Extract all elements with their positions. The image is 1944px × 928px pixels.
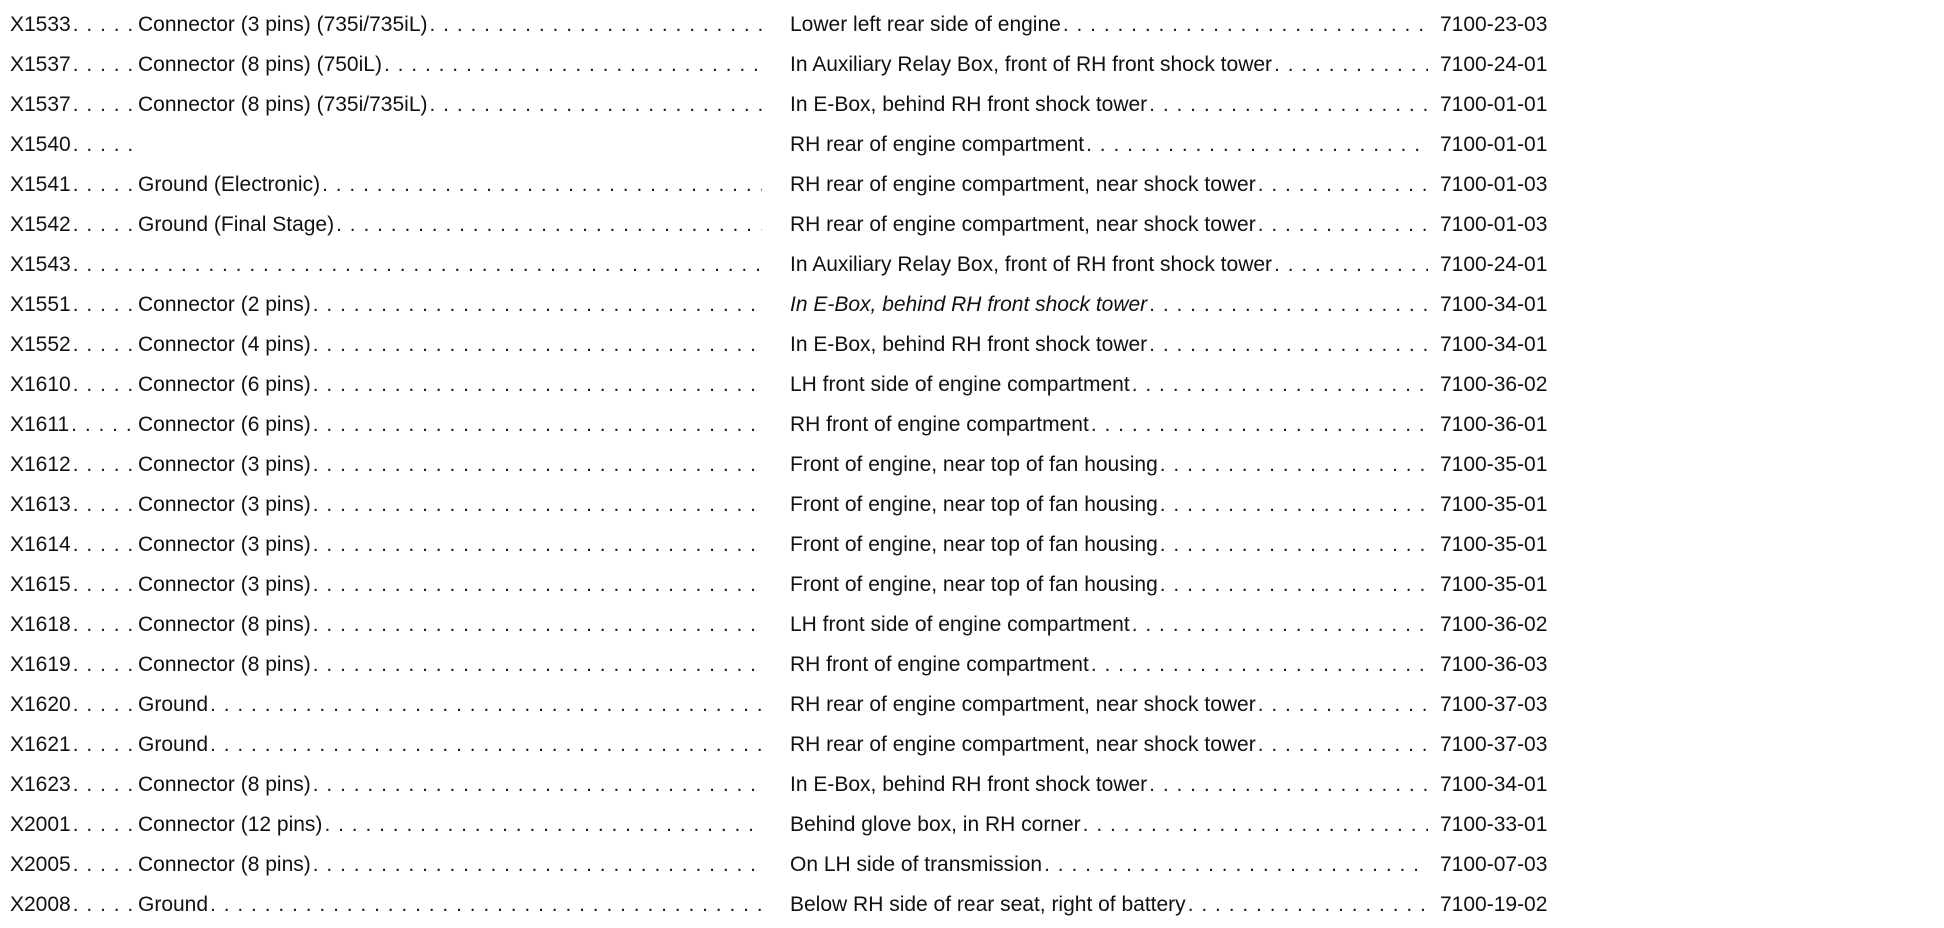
connector-location: LH front side of engine compartment bbox=[790, 373, 1130, 396]
dot-leader bbox=[73, 885, 138, 925]
diagram-reference: 7100-36-02 bbox=[1440, 373, 1548, 396]
connector-description: Ground bbox=[138, 893, 209, 916]
connector-description: Connector (8 pins) bbox=[138, 773, 311, 796]
dot-leader bbox=[313, 765, 762, 805]
diagram-reference: 7100-33-01 bbox=[1440, 813, 1548, 836]
dot-leader bbox=[1274, 245, 1428, 285]
connector-id: X1614 bbox=[10, 533, 71, 556]
connector-location: In E-Box, behind RH front shock tower bbox=[790, 333, 1148, 356]
dot-leader bbox=[313, 605, 762, 645]
diagram-reference: 7100-35-01 bbox=[1440, 493, 1548, 516]
diagram-reference: 7100-01-01 bbox=[1440, 133, 1548, 156]
connector-location: LH front side of engine compartment bbox=[790, 613, 1130, 636]
dot-leader bbox=[324, 805, 762, 845]
diagram-reference: 7100-34-01 bbox=[1440, 773, 1548, 796]
dot-leader bbox=[1258, 165, 1428, 205]
table-row bbox=[0, 325, 1944, 365]
dot-leader bbox=[430, 85, 763, 125]
dot-leader bbox=[313, 485, 762, 525]
dot-leader bbox=[1149, 285, 1428, 325]
dot-leader bbox=[73, 845, 138, 885]
connector-description: Connector (3 pins) bbox=[138, 493, 311, 516]
dot-leader bbox=[73, 365, 138, 405]
connector-location: Behind glove box, in RH corner bbox=[790, 813, 1081, 836]
connector-description: Connector (8 pins) bbox=[138, 653, 311, 676]
connector-id: X1619 bbox=[10, 653, 71, 676]
connector-description: Connector (8 pins) (735i/735iL) bbox=[138, 93, 428, 116]
dot-leader bbox=[1258, 205, 1428, 245]
connector-location: Front of engine, near top of fan housing bbox=[790, 533, 1158, 556]
dot-leader bbox=[313, 645, 762, 685]
connector-id: X1542 bbox=[10, 213, 71, 236]
connector-id: X1623 bbox=[10, 773, 71, 796]
table-row bbox=[0, 885, 1944, 925]
connector-description: Connector (8 pins) (750iL) bbox=[138, 53, 382, 76]
table-row bbox=[0, 245, 1944, 285]
dot-leader bbox=[1132, 365, 1428, 405]
dot-leader bbox=[384, 45, 762, 85]
connector-id: X1541 bbox=[10, 173, 71, 196]
diagram-reference: 7100-35-01 bbox=[1440, 533, 1548, 556]
dot-leader bbox=[313, 325, 762, 365]
table-row bbox=[0, 205, 1944, 245]
dot-leader bbox=[73, 45, 138, 85]
dot-leader bbox=[73, 445, 138, 485]
table-row bbox=[0, 525, 1944, 565]
connector-id: X1613 bbox=[10, 493, 71, 516]
dot-leader bbox=[1149, 765, 1428, 805]
connector-location: RH rear of engine compartment, near shock tower bbox=[790, 213, 1256, 236]
connector-location: Front of engine, near top of fan housing bbox=[790, 453, 1158, 476]
dot-leader bbox=[1091, 645, 1428, 685]
dot-leader bbox=[210, 685, 762, 725]
table-row bbox=[0, 5, 1944, 45]
dot-leader bbox=[313, 445, 762, 485]
connector-location: Below RH side of rear seat, right of battery bbox=[790, 893, 1186, 916]
dot-leader bbox=[1044, 845, 1428, 885]
dot-leader bbox=[73, 205, 138, 245]
connector-description: Connector (3 pins) bbox=[138, 573, 311, 596]
table-row bbox=[0, 645, 1944, 685]
connector-id: X1537 bbox=[10, 93, 71, 116]
connector-location: Front of engine, near top of fan housing bbox=[790, 493, 1158, 516]
connector-location: On LH side of transmission bbox=[790, 853, 1043, 876]
connector-location: RH front of engine compartment bbox=[790, 653, 1089, 676]
table-row bbox=[0, 365, 1944, 405]
connector-id: X1551 bbox=[10, 293, 71, 316]
dot-leader bbox=[313, 405, 762, 445]
dot-leader bbox=[430, 5, 763, 45]
dot-leader bbox=[313, 845, 762, 885]
connector-description: Connector (3 pins) bbox=[138, 533, 311, 556]
connector-id: X1615 bbox=[10, 573, 71, 596]
connector-id: X1537 bbox=[10, 53, 71, 76]
connector-id: X1621 bbox=[10, 733, 71, 756]
table-row bbox=[0, 765, 1944, 805]
diagram-reference: 7100-07-03 bbox=[1440, 853, 1548, 876]
connector-location: In E-Box, behind RH front shock tower bbox=[790, 773, 1148, 796]
connector-id: X1540 bbox=[10, 133, 71, 156]
connector-description: Connector (8 pins) bbox=[138, 613, 311, 636]
table-row bbox=[0, 565, 1944, 605]
dot-leader bbox=[1149, 85, 1428, 125]
dot-leader bbox=[1160, 565, 1428, 605]
dot-leader bbox=[1258, 685, 1428, 725]
connector-id: X2001 bbox=[10, 813, 71, 836]
table-row bbox=[0, 725, 1944, 765]
diagram-reference: 7100-36-01 bbox=[1440, 413, 1548, 436]
table-row bbox=[0, 85, 1944, 125]
diagram-reference: 7100-35-01 bbox=[1440, 573, 1548, 596]
table-row bbox=[0, 285, 1944, 325]
diagram-reference: 7100-24-01 bbox=[1440, 253, 1548, 276]
dot-leader bbox=[73, 685, 138, 725]
table-row bbox=[0, 125, 1944, 165]
diagram-reference: 7100-23-03 bbox=[1440, 13, 1548, 36]
dot-leader bbox=[1086, 125, 1428, 165]
diagram-reference: 7100-01-03 bbox=[1440, 173, 1548, 196]
dot-leader bbox=[313, 285, 762, 325]
dot-leader bbox=[73, 245, 138, 285]
connector-description: Connector (12 pins) bbox=[138, 813, 323, 836]
connector-location: In Auxiliary Relay Box, front of RH front shock tower bbox=[790, 253, 1273, 276]
connector-id: X1611 bbox=[10, 413, 70, 436]
diagram-reference: 7100-35-01 bbox=[1440, 453, 1548, 476]
diagram-reference: 7100-36-03 bbox=[1440, 653, 1548, 676]
connector-description: Connector (2 pins) bbox=[138, 293, 311, 316]
table-row bbox=[0, 405, 1944, 445]
connector-id: X1620 bbox=[10, 693, 71, 716]
table-row bbox=[0, 685, 1944, 725]
diagram-reference: 7100-19-02 bbox=[1440, 893, 1548, 916]
diagram-reference: 7100-37-03 bbox=[1440, 733, 1548, 756]
dot-leader bbox=[140, 245, 762, 285]
connector-id: X1543 bbox=[10, 253, 71, 276]
connector-description: Connector (3 pins) bbox=[138, 453, 311, 476]
connector-location: RH rear of engine compartment, near shock tower bbox=[790, 733, 1256, 756]
dot-leader bbox=[73, 645, 138, 685]
connector-description: Connector (3 pins) (735i/735iL) bbox=[138, 13, 428, 36]
dot-leader bbox=[73, 765, 138, 805]
dot-leader bbox=[1188, 885, 1428, 925]
table-row bbox=[0, 445, 1944, 485]
dot-leader bbox=[313, 525, 762, 565]
connector-id: X1552 bbox=[10, 333, 71, 356]
diagram-reference: 7100-36-02 bbox=[1440, 613, 1548, 636]
dot-leader bbox=[1091, 405, 1428, 445]
dot-leader bbox=[73, 85, 138, 125]
diagram-reference: 7100-01-03 bbox=[1440, 213, 1548, 236]
connector-id: X1533 bbox=[10, 13, 71, 36]
connector-id: X1618 bbox=[10, 613, 71, 636]
dot-leader bbox=[71, 405, 138, 445]
connector-location: RH rear of engine compartment bbox=[790, 133, 1085, 156]
connector-description: Ground (Electronic) bbox=[138, 173, 321, 196]
table-row bbox=[0, 485, 1944, 525]
dot-leader bbox=[1160, 525, 1428, 565]
dot-leader bbox=[73, 285, 138, 325]
diagram-reference: 7100-01-01 bbox=[1440, 93, 1548, 116]
connector-location: RH rear of engine compartment, near shock tower bbox=[790, 693, 1256, 716]
diagram-reference: 7100-37-03 bbox=[1440, 693, 1548, 716]
dot-leader bbox=[1258, 725, 1428, 765]
connector-description: Connector (6 pins) bbox=[138, 413, 311, 436]
dot-leader bbox=[1083, 805, 1428, 845]
connector-description: Connector (8 pins) bbox=[138, 853, 311, 876]
dot-leader bbox=[1063, 5, 1428, 45]
connector-location: RH front of engine compartment bbox=[790, 413, 1089, 436]
dot-leader bbox=[73, 565, 138, 605]
dot-leader bbox=[322, 165, 762, 205]
connector-location: Lower left rear side of engine bbox=[790, 13, 1061, 36]
connector-location: RH rear of engine compartment, near shock tower bbox=[790, 173, 1256, 196]
connector-location: Front of engine, near top of fan housing bbox=[790, 573, 1158, 596]
dot-leader bbox=[73, 725, 138, 765]
connector-id: X1612 bbox=[10, 453, 71, 476]
connector-id: X2008 bbox=[10, 893, 71, 916]
dot-leader bbox=[1149, 325, 1428, 365]
connector-location: In E-Box, behind RH front shock tower bbox=[790, 93, 1148, 116]
diagram-reference: 7100-24-01 bbox=[1440, 53, 1548, 76]
table-row bbox=[0, 845, 1944, 885]
dot-leader bbox=[210, 885, 762, 925]
dot-leader bbox=[73, 805, 138, 845]
diagram-reference: 7100-34-01 bbox=[1440, 293, 1548, 316]
connector-id: X2005 bbox=[10, 853, 71, 876]
diagram-reference: 7100-34-01 bbox=[1440, 333, 1548, 356]
connector-location: In E-Box, behind RH front shock tower bbox=[790, 293, 1148, 316]
connector-index-table bbox=[0, 5, 1944, 925]
dot-leader bbox=[1132, 605, 1428, 645]
dot-leader bbox=[1160, 485, 1428, 525]
dot-leader bbox=[73, 525, 138, 565]
connector-description: Connector (6 pins) bbox=[138, 373, 311, 396]
dot-leader bbox=[313, 565, 762, 605]
dot-leader bbox=[1160, 445, 1428, 485]
table-row bbox=[0, 165, 1944, 205]
table-row bbox=[0, 45, 1944, 85]
dot-leader bbox=[73, 5, 138, 45]
dot-leader bbox=[313, 365, 762, 405]
connector-description: Connector (4 pins) bbox=[138, 333, 311, 356]
table-row bbox=[0, 605, 1944, 645]
dot-leader bbox=[336, 205, 762, 245]
connector-id: X1610 bbox=[10, 373, 71, 396]
connector-description: Ground bbox=[138, 733, 209, 756]
dot-leader bbox=[73, 325, 138, 365]
dot-leader bbox=[73, 165, 138, 205]
table-row bbox=[0, 805, 1944, 845]
dot-leader bbox=[73, 125, 138, 165]
connector-location: In Auxiliary Relay Box, front of RH front shock tower bbox=[790, 53, 1273, 76]
dot-leader bbox=[73, 485, 138, 525]
dot-leader bbox=[73, 605, 138, 645]
connector-description: Ground bbox=[138, 693, 209, 716]
dot-leader bbox=[1274, 45, 1428, 85]
dot-leader bbox=[210, 725, 762, 765]
connector-description: Ground (Final Stage) bbox=[138, 213, 335, 236]
